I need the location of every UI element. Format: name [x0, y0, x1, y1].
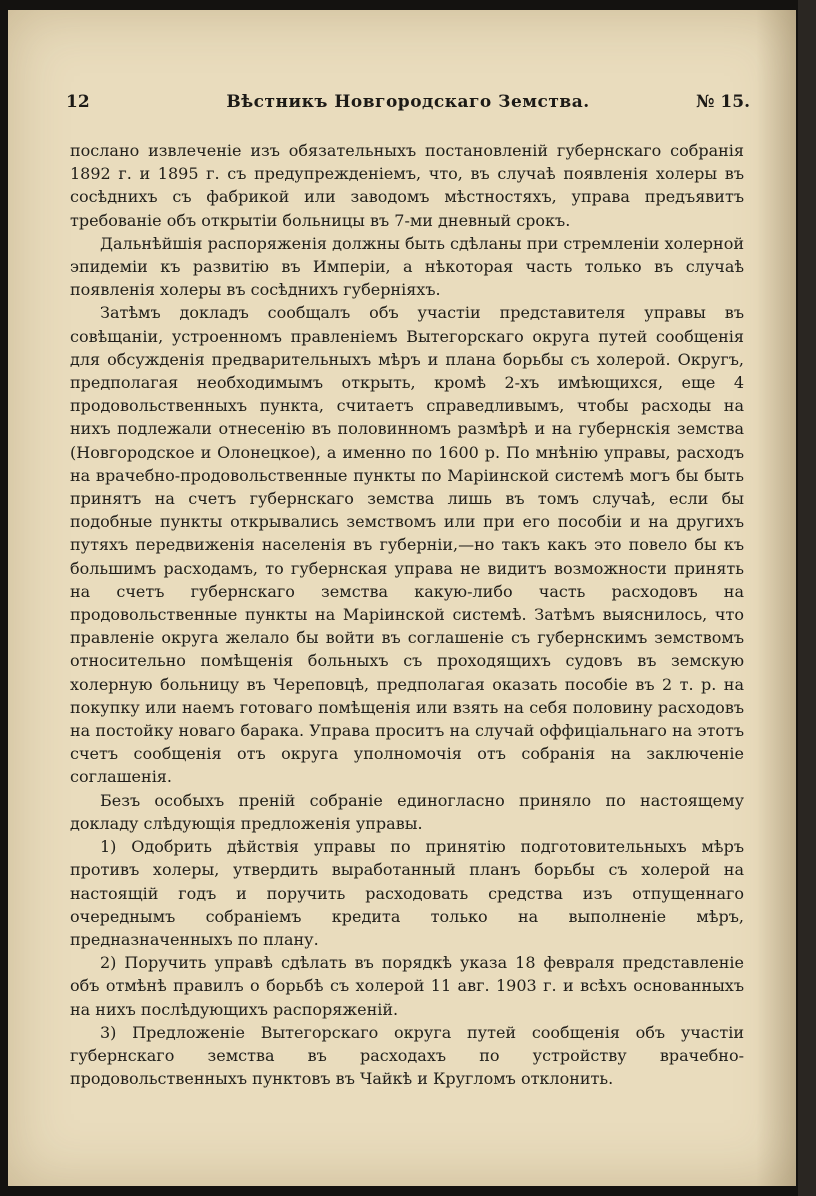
paragraph: Безъ особыхъ преній собраніе единогласно приняло по настоящему докладу слѣдующія предложенія управы.	[70, 790, 744, 833]
paragraph: Дальнѣйшія распоряженія должны быть сдѣланы при стремленіи холерной эпидеміи къ развитію въ Имперіи, а нѣкоторая часть только въ случаѣ появленія холеры въ сосѣднихъ губерніяхъ.	[70, 233, 744, 300]
resolution-item-2: 2) Поручить управѣ сдѣлать въ порядкѣ указа 18 февраля представленіе объ отмѣнѣ правилъ о борьбѣ съ холерой 11 авг. 1903 г. и всѣхъ основанныхъ на нихъ послѣдующихъ распоряженій.	[70, 953, 744, 1019]
resolution-item-3: 3) Предложеніе Вытегорскаго округа путей сообщенія объ участіи губернскаго земства въ расходахъ по устройству врачебно-продовольственныхъ пунктовъ въ Чайкѣ и Кругломъ отклонить.	[70, 1022, 744, 1089]
adjacent-page-edge	[798, 0, 816, 1196]
issue-number: № 15.	[696, 92, 750, 112]
page-number: 12	[66, 92, 90, 112]
paragraph-continuation: послано извлеченіе изъ обязательныхъ постановленій губернскаго собранія 1892 г. и 1895 г. съ предупрежденіемъ, что, въ случаѣ появленія холеры въ сосѣднихъ съ фабрикой или заводомъ мѣстностяхъ, управа предъявитъ требованіе объ открытіи больницы въ 7-ми дневный срокъ.	[70, 141, 744, 230]
body-text	[70, 139, 744, 1090]
resolution-item-1: 1) Одобрить дѣйствія управы по принятію подготовительныхъ мѣръ противъ холеры, утвердить выработанный планъ борьбы съ холерой на настоящій годъ и поручить расходовать средства изъ отпущеннаго очереднымъ собраніемъ кредита только на выполненіе мѣръ, предназначенныхъ по плану.	[70, 837, 744, 949]
journal-title: Вѣстникъ Новгородскаго Земства.	[226, 92, 590, 112]
paragraph: Затѣмъ докладъ сообщалъ объ участіи представителя управы въ совѣщаніи, устроенномъ правленіемъ Вытегорскаго округа путей сообщенія для обсужденія предварительныхъ мѣръ и плана борьбы съ холерой. Округъ, предполагая необходимымъ открыть, кромѣ 2-хъ имѣющихся, еще 4 продовольственныхъ пункта, считаетъ справедливымъ, чтобы расходы на нихъ подлежали отнесенію въ половинномъ размѣрѣ и на губернскія земства (Новгородское и Олонецкое), а именно по 1600 р. По мнѣнію управы, расходъ на врачебно-продовольственные пункты по Маріинской системѣ могъ бы быть принятъ на счетъ губернскаго земства лишь въ томъ случаѣ, если бы подобные пункты открывались земствомъ или при его пособіи и на другихъ путяхъ передвиженія населенія въ губерніи,—но такъ какъ это повело бы къ большимъ расходамъ, то губернская управа не видитъ возможности принять на счетъ губернскаго земства какую-либо часть расходовъ на продовольственные пункты на Маріинской системѣ. Затѣмъ выяснилось, что правленіе округа желало бы войти въ соглашеніе съ губернскимъ земствомъ относительно помѣщенія больныхъ съ проходящихъ судовъ въ земскую холерную больницу въ Череповцѣ, предполагая оказать пособіе въ 2 т. р. на покупку или наемъ готоваго помѣщенія или взять на себя половину расходовъ на постойку новаго барака. Управа проситъ на случай оффиціальнаго на этотъ счетъ сообщенія отъ округа уполномочія отъ собранія на заключеніе соглашенія.	[70, 303, 744, 787]
running-header	[66, 92, 750, 118]
